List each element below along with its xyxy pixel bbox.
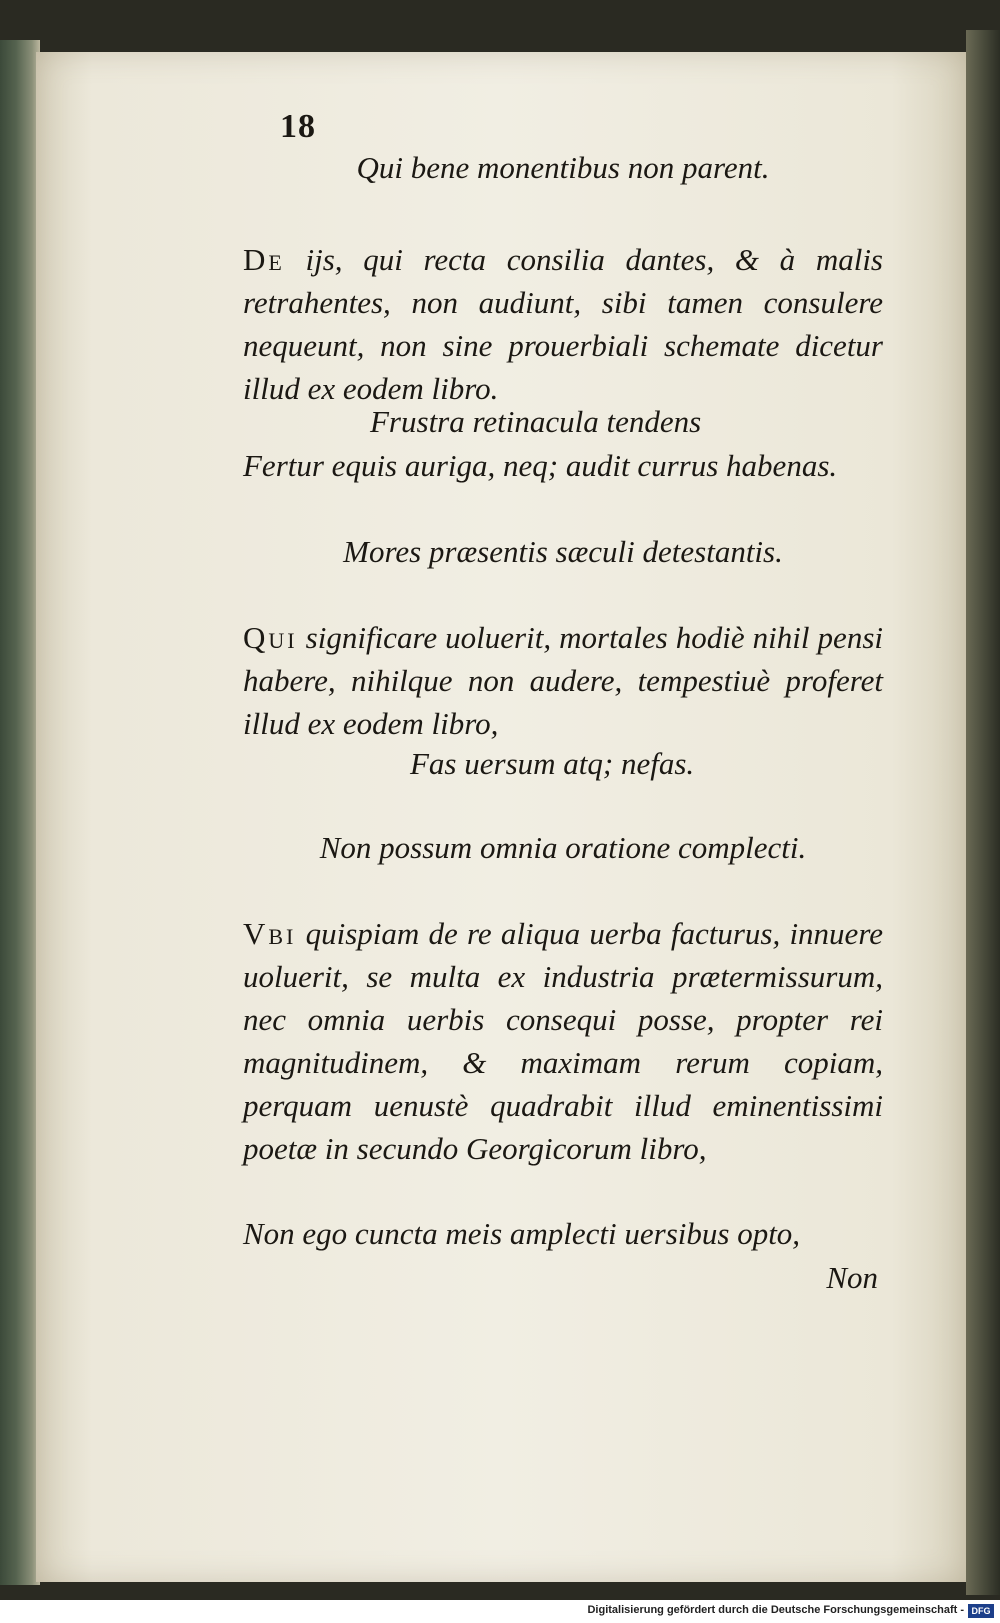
paragraph-text: quispiam de re aliqua uerba facturus, innuere uoluerit, se multa ex industria prætermissurum, nec omnia uerbis consequi posse, propter rei magnitudinem, & maximam rerum copiam, perquam uenustè quadrabit illud eminentissimi poetæ in secundo Georgicorum libro, [243,916,883,1166]
verse-line: Frustra retinacula tendens [370,404,702,439]
catchword: Non [826,1260,878,1295]
paragraph-initial: Qui [243,620,298,655]
funding-credit: Digitalisierung gefördert durch die Deutsche Forschungsgemeinschaft - [587,1604,964,1616]
paragraph-initial: De [243,242,285,277]
verse-line: Fas uersum atq; nefas. [410,746,695,781]
page-number: 18 [280,108,316,145]
section-heading: Non possum omnia oratione complecti. [319,830,807,865]
section-paragraph [243,616,883,745]
section-heading: Qui bene monentibus non parent. [356,150,770,185]
book-spine [0,40,40,1585]
section-heading: Mores præsentis sæculi detestantis. [343,534,783,569]
verse-line: Fertur equis auriga, neq; audit currus habenas. [243,448,838,483]
footer-bar [0,1600,1000,1623]
section-paragraph [243,238,883,410]
section-paragraph [243,912,883,1170]
verse-line: Non ego cuncta meis amplecti uersibus opto, [243,1216,801,1251]
paragraph-text: ijs, qui recta consilia dantes, & à malis retrahentes, non audiunt, sibi tamen consulere nequeunt, non sine prouerbiali schemate dicetur illud ex eodem libro. [243,242,883,406]
paragraph-text: significare uoluerit, mortales hodiè nihil pensi habere, nihilque non audere, tempestiuè proferet illud ex eodem libro, [243,620,883,741]
dfg-logo: DFG [968,1604,994,1618]
book-edge [966,30,1000,1595]
paragraph-initial: Vbi [243,916,297,951]
